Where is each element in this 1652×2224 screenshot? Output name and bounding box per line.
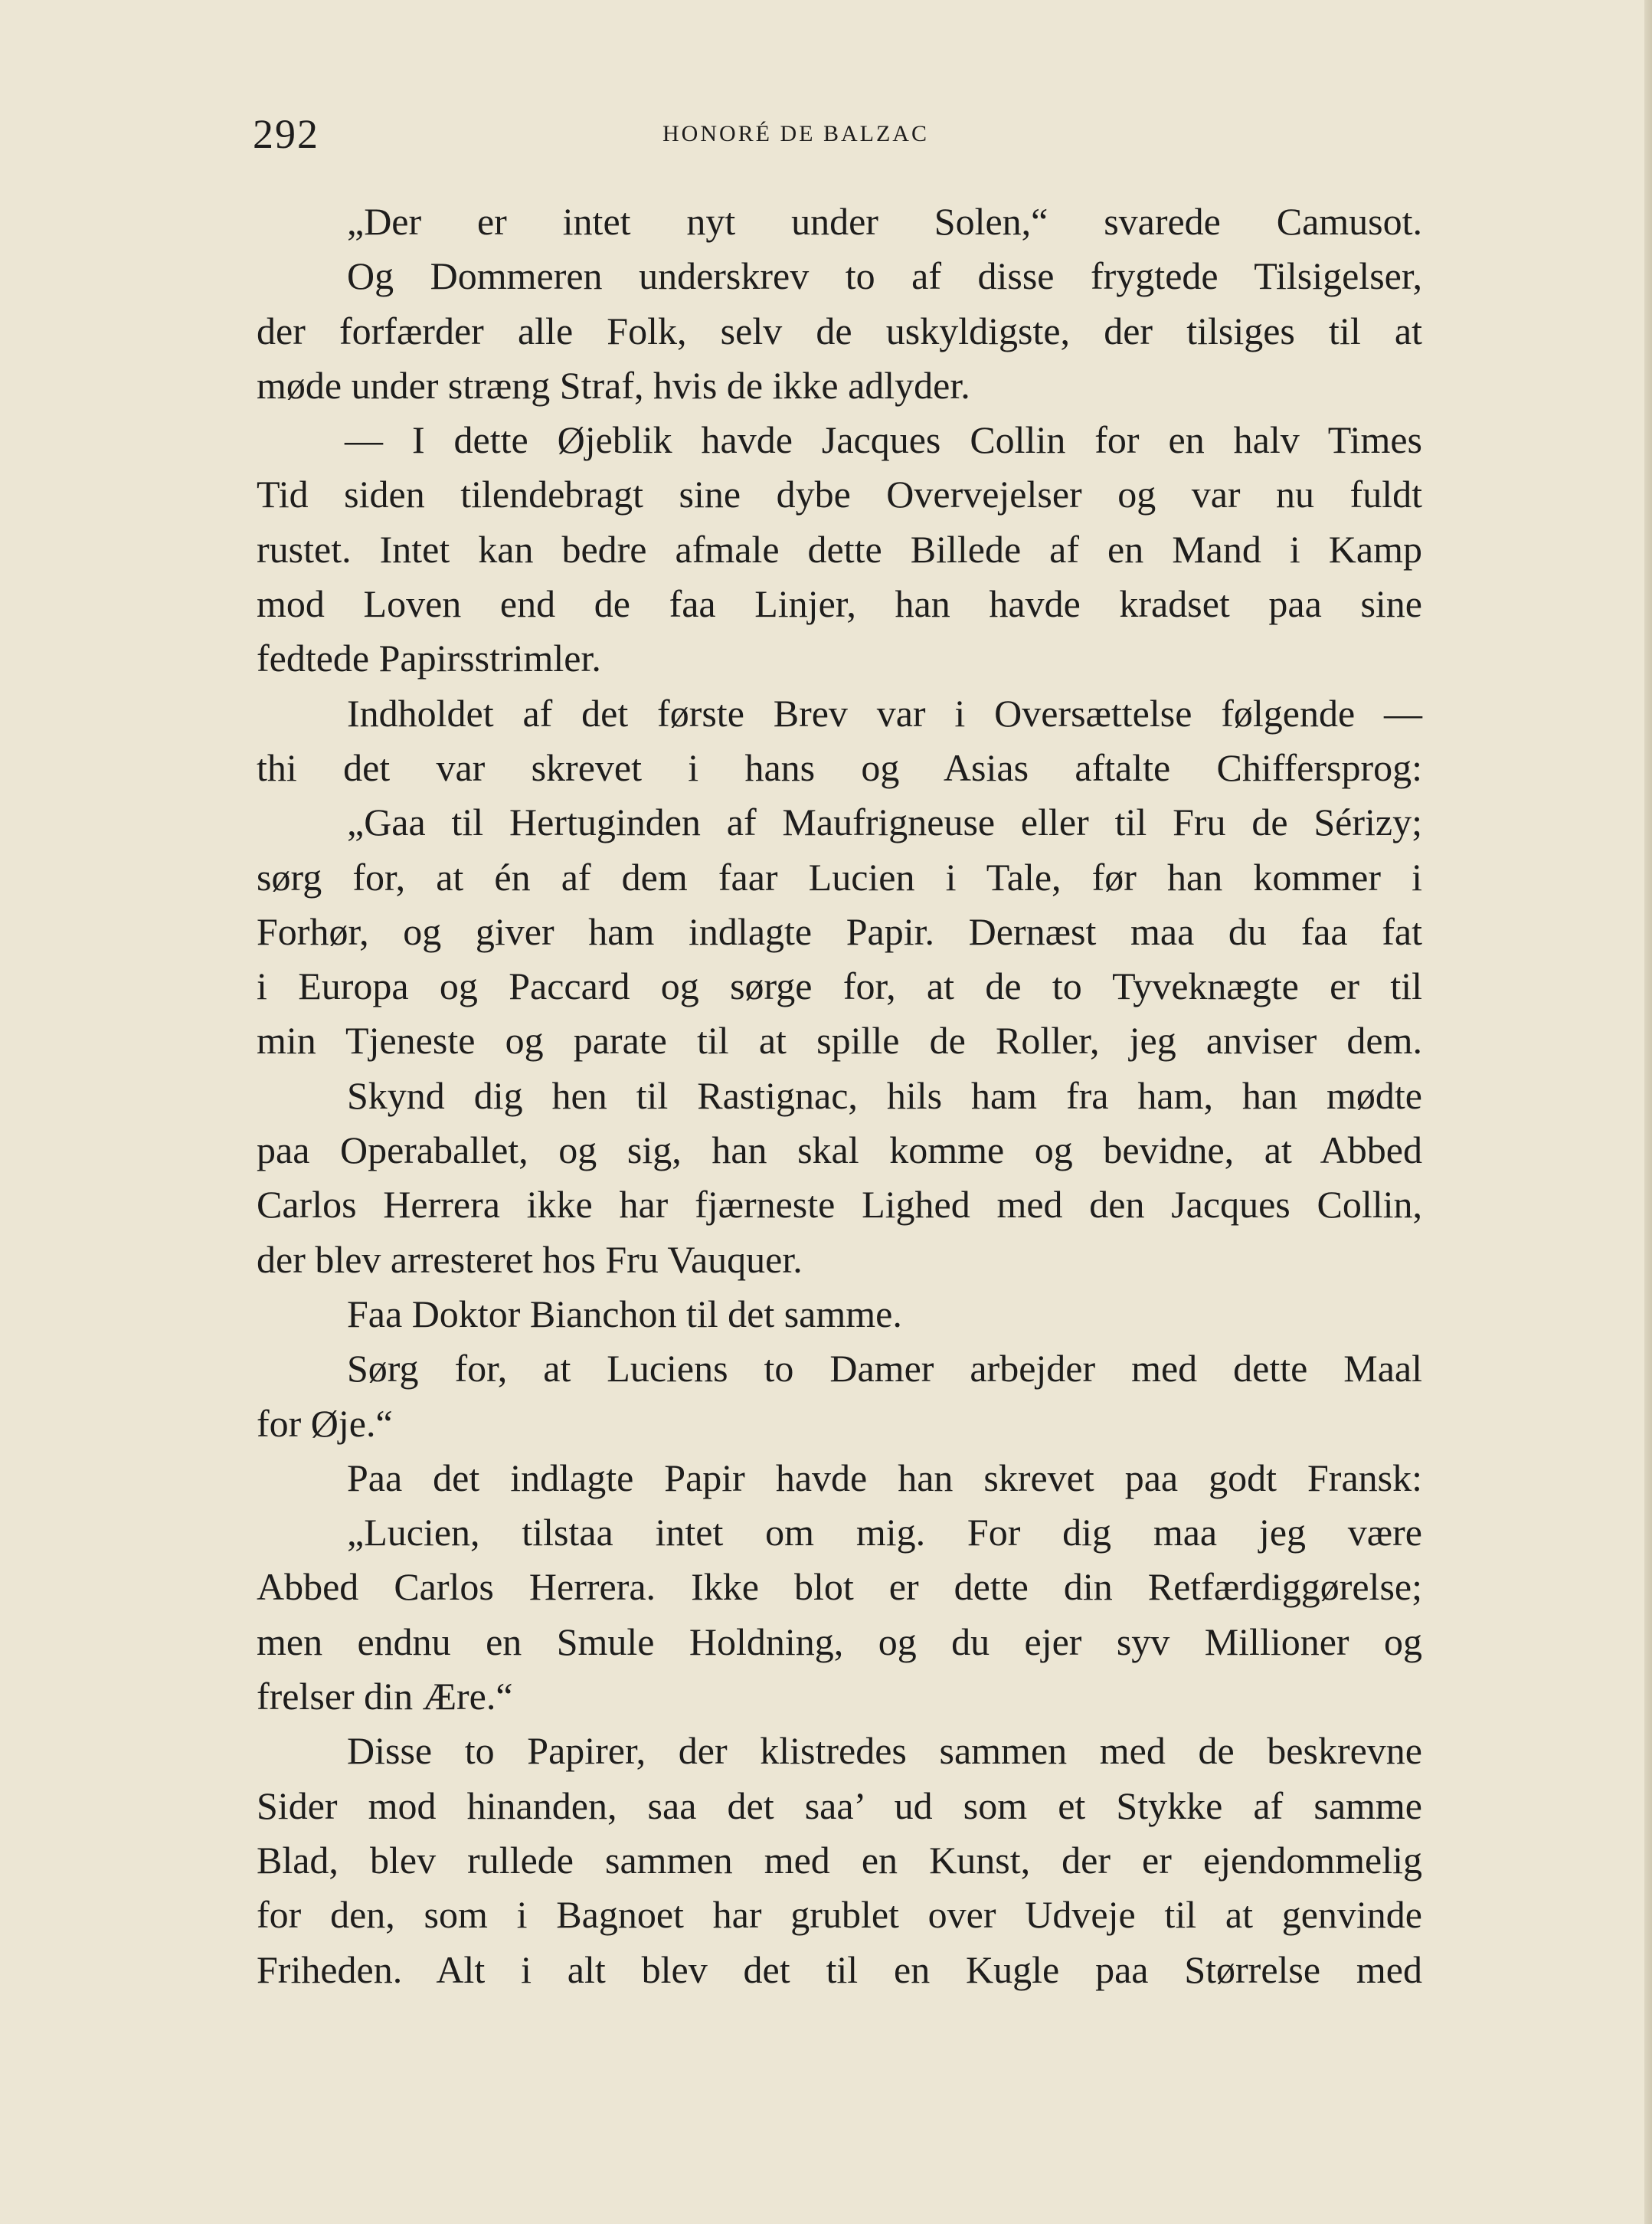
text-line: Carlos Herrera ikke har fjærneste Lighed med den Jacques Collin,	[257, 1183, 1422, 1227]
text-line: men endnu en Smule Holdning, og du ejer syv Millioner og	[257, 1620, 1422, 1663]
text-line: der forfærder alle Folk, selv de uskyldigste, der tilsiges til at	[257, 309, 1422, 352]
text-line: mod Loven end de faa Linjer, han havde kradset paa sine	[257, 582, 1422, 626]
text-line: fedtede Papirsstrimler.	[257, 637, 601, 680]
text-line: Abbed Carlos Herrera. Ikke blot er dette din Retfærdiggørelse;	[257, 1565, 1422, 1609]
text-line: Tid siden tilendebragt sine dybe Overvejelser og var nu fuldt	[257, 473, 1422, 516]
text-line: „Lucien, tilstaa intet om mig. For dig maa jeg være	[347, 1511, 1422, 1554]
running-head: HONORÉ DE BALZAC	[662, 121, 929, 146]
text-line: Blad, blev rullede sammen med en Kunst, der er ejendommelig	[257, 1838, 1422, 1882]
text-line: Disse to Papirer, der klistredes sammen med de beskrevne	[347, 1729, 1422, 1773]
page-number: 292	[253, 111, 319, 157]
text-line: paa Operaballet, og sig, han skal komme og bevidne, at Abbed	[257, 1128, 1422, 1172]
text-line: rustet. Intet kan bedre afmale dette Billede af en Mand i Kamp	[257, 527, 1422, 571]
page-edge	[1644, 0, 1652, 2224]
text-line: Sider mod hinanden, saa det saa’ ud som et Stykke af samme	[257, 1783, 1422, 1827]
text-line: for Øje.“	[257, 1401, 393, 1445]
text-line: — I dette Øjeblik havde Jacques Collin for en halv Times	[345, 418, 1422, 462]
text-line: der blev arresteret hos Fru Vauquer.	[257, 1237, 803, 1281]
text-line: thi det var skrevet i hans og Asias aftalte Chiffersprog:	[257, 745, 1422, 789]
text-line: Paa det indlagte Papir havde han skrevet paa godt Fransk:	[347, 1456, 1422, 1499]
text-line: Friheden. Alt i alt blev det til en Kugle paa Størrelse med	[257, 1947, 1422, 1991]
text-line: frelser din Ære.“	[257, 1675, 513, 1718]
text-line: for den, som i Bagnoet har grublet over Udveje til at genvinde	[257, 1893, 1422, 1937]
body-text	[257, 195, 1422, 1997]
text-line: min Tjeneste og parate til at spille de Roller, jeg anviser dem.	[257, 1019, 1422, 1063]
text-line: Forhør, og giver ham indlagte Papir. Dernæst maa du faa fat	[257, 909, 1422, 953]
text-line: i Europa og Paccard og sørge for, at de to Tyveknægte er til	[257, 965, 1422, 1008]
text-line: „Der er intet nyt under Solen,“ svarede Camusot.	[347, 200, 1422, 243]
text-line: Faa Doktor Bianchon til det samme.	[347, 1292, 902, 1335]
text-line: Skynd dig hen til Rastignac, hils ham fra ham, han mødte	[347, 1073, 1422, 1117]
text-line: Indholdet af det første Brev var i Oversættelse følgende —	[347, 691, 1422, 735]
text-line: sørg for, at én af dem faar Lucien i Tale, før han kommer i	[257, 855, 1422, 899]
text-line: Og Dommeren underskrev to af disse frygtede Tilsigelser,	[347, 254, 1422, 298]
text-line: Sørg for, at Luciens to Damer arbejder med dette Maal	[347, 1347, 1422, 1390]
text-line: møde under stræng Straf, hvis de ikke adlyder.	[257, 363, 970, 407]
page-header	[253, 107, 1425, 161]
text-line: „Gaa til Hertuginden af Maufrigneuse eller til Fru de Sérizy;	[347, 801, 1422, 844]
